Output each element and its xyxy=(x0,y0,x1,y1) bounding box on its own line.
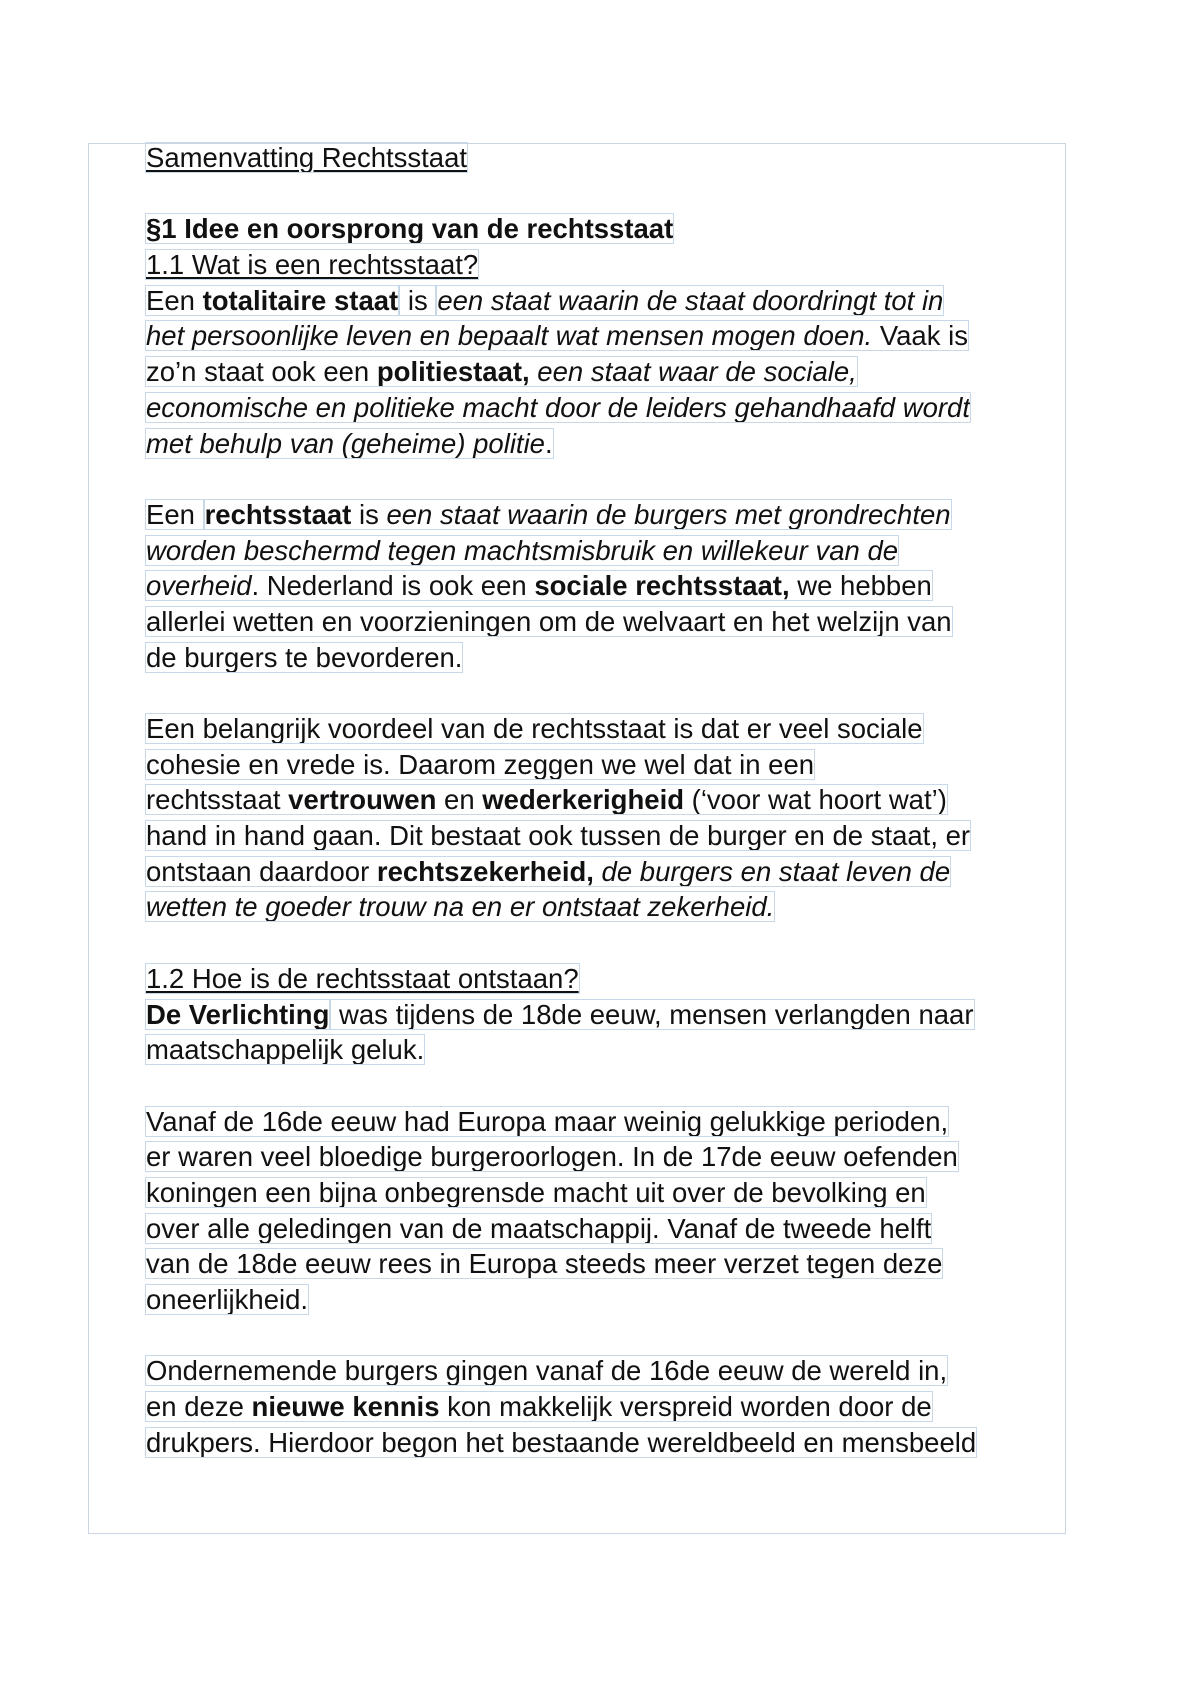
term-sociale-rechtsstaat: sociale rechtsstaat, xyxy=(534,570,790,602)
subsection-heading-1-1: 1.1 Wat is een rechtsstaat? xyxy=(146,249,479,281)
section-heading: §1 Idee en oorsprong van de rechtsstaat xyxy=(146,213,674,245)
paragraph-europa-geschiedenis: Vanaf de 16de eeuw had Europa maar weinig gelukkige perioden, er waren veel bloedige burgeroorlogen. In de 17de eeuw oefenden koningen een bijna onbegrensde macht uit over de bevolking en over alle geledingen van de maatschappij. Vanaf de tweede helft van de 18de eeuw rees in Europa steeds meer verzet tegen deze oneerlijkheid. xyxy=(146,1105,958,1315)
document-title: Samenvatting Rechtsstaat xyxy=(146,142,468,173)
term-wederkerigheid: wederkerigheid xyxy=(482,784,685,816)
paragraph-nieuwe-kennis: Ondernemende burgers gingen vanaf de 16de eeuw de wereld in, en deze nieuwe kennis kon makkelijk verspreid worden door de drukpers. Hierdoor begon het bestaande wereldbeeld en mensbeeld xyxy=(146,1355,977,1458)
paragraph-totalitaire-staat: Een totalitaire staat is een staat waarin de staat doordringt tot in het persoonlijke leven en bepaalt wat mensen mogen doen. Vaak is zo’n staat ook een politiestaat, een staat waar de sociale, economische en politieke macht door de leiders gehandhaafd wordt met behulp van (geheime) politie. xyxy=(146,284,970,459)
paragraph-voordeel-rechtsstaat: Een belangrijk voordeel van de rechtsstaat is dat er veel sociale cohesie en vrede is. Daarom zeggen we wel dat in een rechtsstaat vertrouwen en wederkerigheid (‘voor wat hoort wat’) hand in hand gaan. Dit bestaat ook tussen de burger en de staat, er ontstaan daardoor rechtszekerheid, de burgers en staat leven de wetten te goeder trouw na en er ontstaat zekerheid. xyxy=(146,713,971,923)
term-de-verlichting: De Verlichting xyxy=(146,998,330,1030)
term-nieuwe-kennis: nieuwe kennis xyxy=(251,1391,440,1423)
term-rechtsstaat: rechtsstaat xyxy=(204,498,352,530)
term-rechtszekerheid: rechtszekerheid, xyxy=(376,855,594,887)
paragraph-rechtsstaat: Een rechtsstaat is een staat waarin de burgers met grondrechten worden beschermd tegen machtsmisbruik en willekeur van de overheid. Nederland is ook een sociale rechtsstaat, we hebben allerlei wetten en voorzieningen om de welvaart en het welzijn van de burgers te bevorderen. xyxy=(146,498,952,673)
term-vertrouwen: vertrouwen xyxy=(288,784,437,816)
paragraph-verlichting: De Verlichting was tijdens de 18de eeuw, mensen verlangden naar maatschappelijk geluk. xyxy=(146,998,974,1066)
term-politiestaat: politiestaat, xyxy=(376,356,530,388)
document-body xyxy=(145,140,1065,1460)
subsection-heading-1-2: 1.2 Hoe is de rechtsstaat ontstaan? xyxy=(146,962,579,994)
term-totalitaire-staat: totalitaire staat xyxy=(202,284,399,316)
